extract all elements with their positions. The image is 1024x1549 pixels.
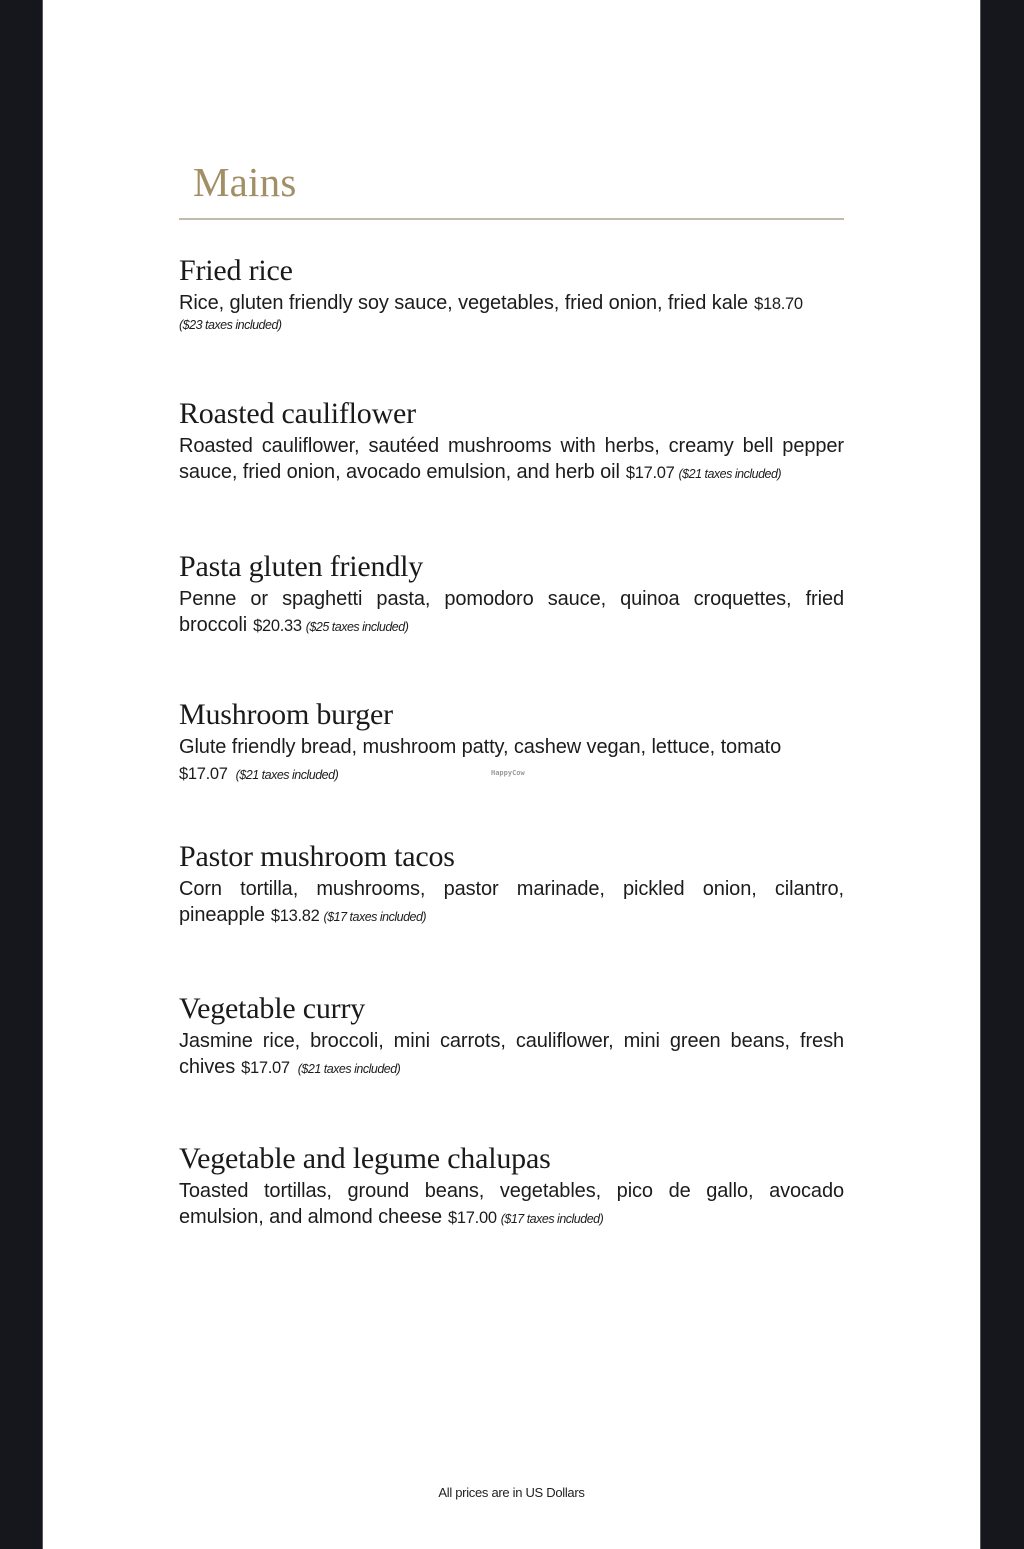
menu-item-description <box>179 1178 844 1232</box>
section-divider <box>179 218 844 220</box>
happycow-watermark: HappyCow <box>491 769 525 777</box>
menu-item-tax-note: ($25 taxes included) <box>305 620 409 634</box>
menu-item-ingredients: Glute friendly bread, mushroom patty, cashew vegan, lettuce, tomato <box>179 736 782 758</box>
menu-item-tax-note: ($21 taxes included) <box>235 768 339 782</box>
menu-item-pasta-gluten-friendly <box>179 550 844 640</box>
menu-item-price: $18.70 <box>754 295 803 313</box>
menu-item-price: $17.00 <box>448 1209 497 1227</box>
menu-item-tax-note: ($17 taxes included) <box>323 910 427 924</box>
menu-item-price: $17.07 <box>179 765 228 783</box>
menu-item-fried-rice <box>179 254 844 333</box>
menu-item-price: $17.07 <box>241 1059 290 1077</box>
menu-item-name: Mushroom burger <box>179 698 393 731</box>
menu-item-vegetable-legume-chalupas <box>179 1142 844 1232</box>
menu-item-tax-note: ($21 taxes included) <box>297 1062 401 1076</box>
menu-item-name: Pasta gluten friendly <box>179 550 424 583</box>
menu-item-description <box>179 433 844 487</box>
menu-item-price: $17.07 <box>625 464 675 482</box>
menu-page <box>43 0 980 1549</box>
menu-item-description <box>179 734 844 788</box>
menu-item-ingredients: Penne or spaghetti pasta, pomodoro sauce, quinoa croquettes, fried broccoli <box>179 588 844 636</box>
menu-item-price: $20.33 <box>253 617 302 635</box>
menu-item-description <box>179 290 844 333</box>
menu-item-name: Roasted cauliflower <box>179 397 416 430</box>
menu-item-ingredients: Roasted cauliflower, sautéed mushrooms with herbs, creamy bell pepper sauce, fried onion, avocado emulsion, and herb oil <box>179 435 844 483</box>
menu-item-ingredients: Toasted tortillas, ground beans, vegetables, pico de gallo, avocado emulsion, and almond cheese <box>179 1180 844 1228</box>
menu-item-name: Vegetable and legume chalupas <box>179 1142 551 1175</box>
menu-item-description <box>179 586 844 640</box>
menu-item-tax-note: ($23 taxes included) <box>179 318 282 332</box>
menu-item-ingredients: Corn tortilla, mushrooms, pastor marinade, pickled onion, cilantro, pineapple <box>179 878 844 926</box>
menu-item-description <box>179 876 844 930</box>
menu-item-roasted-cauliflower <box>179 397 844 487</box>
menu-item-ingredients: Rice, gluten friendly soy sauce, vegetables, fried onion, fried kale <box>179 292 749 314</box>
menu-item-ingredients: Jasmine rice, broccoli, mini carrots, cauliflower, mini green beans, fresh chives <box>179 1030 844 1078</box>
menu-item-pastor-mushroom-tacos <box>179 840 844 930</box>
menu-item-price: $13.82 <box>270 907 320 925</box>
menu-item-name: Fried rice <box>179 254 293 287</box>
section-title: Mains <box>193 159 297 205</box>
menu-item-name: Vegetable curry <box>179 992 366 1025</box>
menu-item-tax-note: ($21 taxes included) <box>678 467 782 481</box>
currency-note: All prices are in US Dollars <box>438 1485 585 1500</box>
menu-item-description <box>179 1028 844 1082</box>
menu-item-tax-note: ($17 taxes included) <box>500 1212 604 1226</box>
menu-item-name: Pastor mushroom tacos <box>179 840 455 873</box>
menu-item-vegetable-curry <box>179 992 844 1082</box>
